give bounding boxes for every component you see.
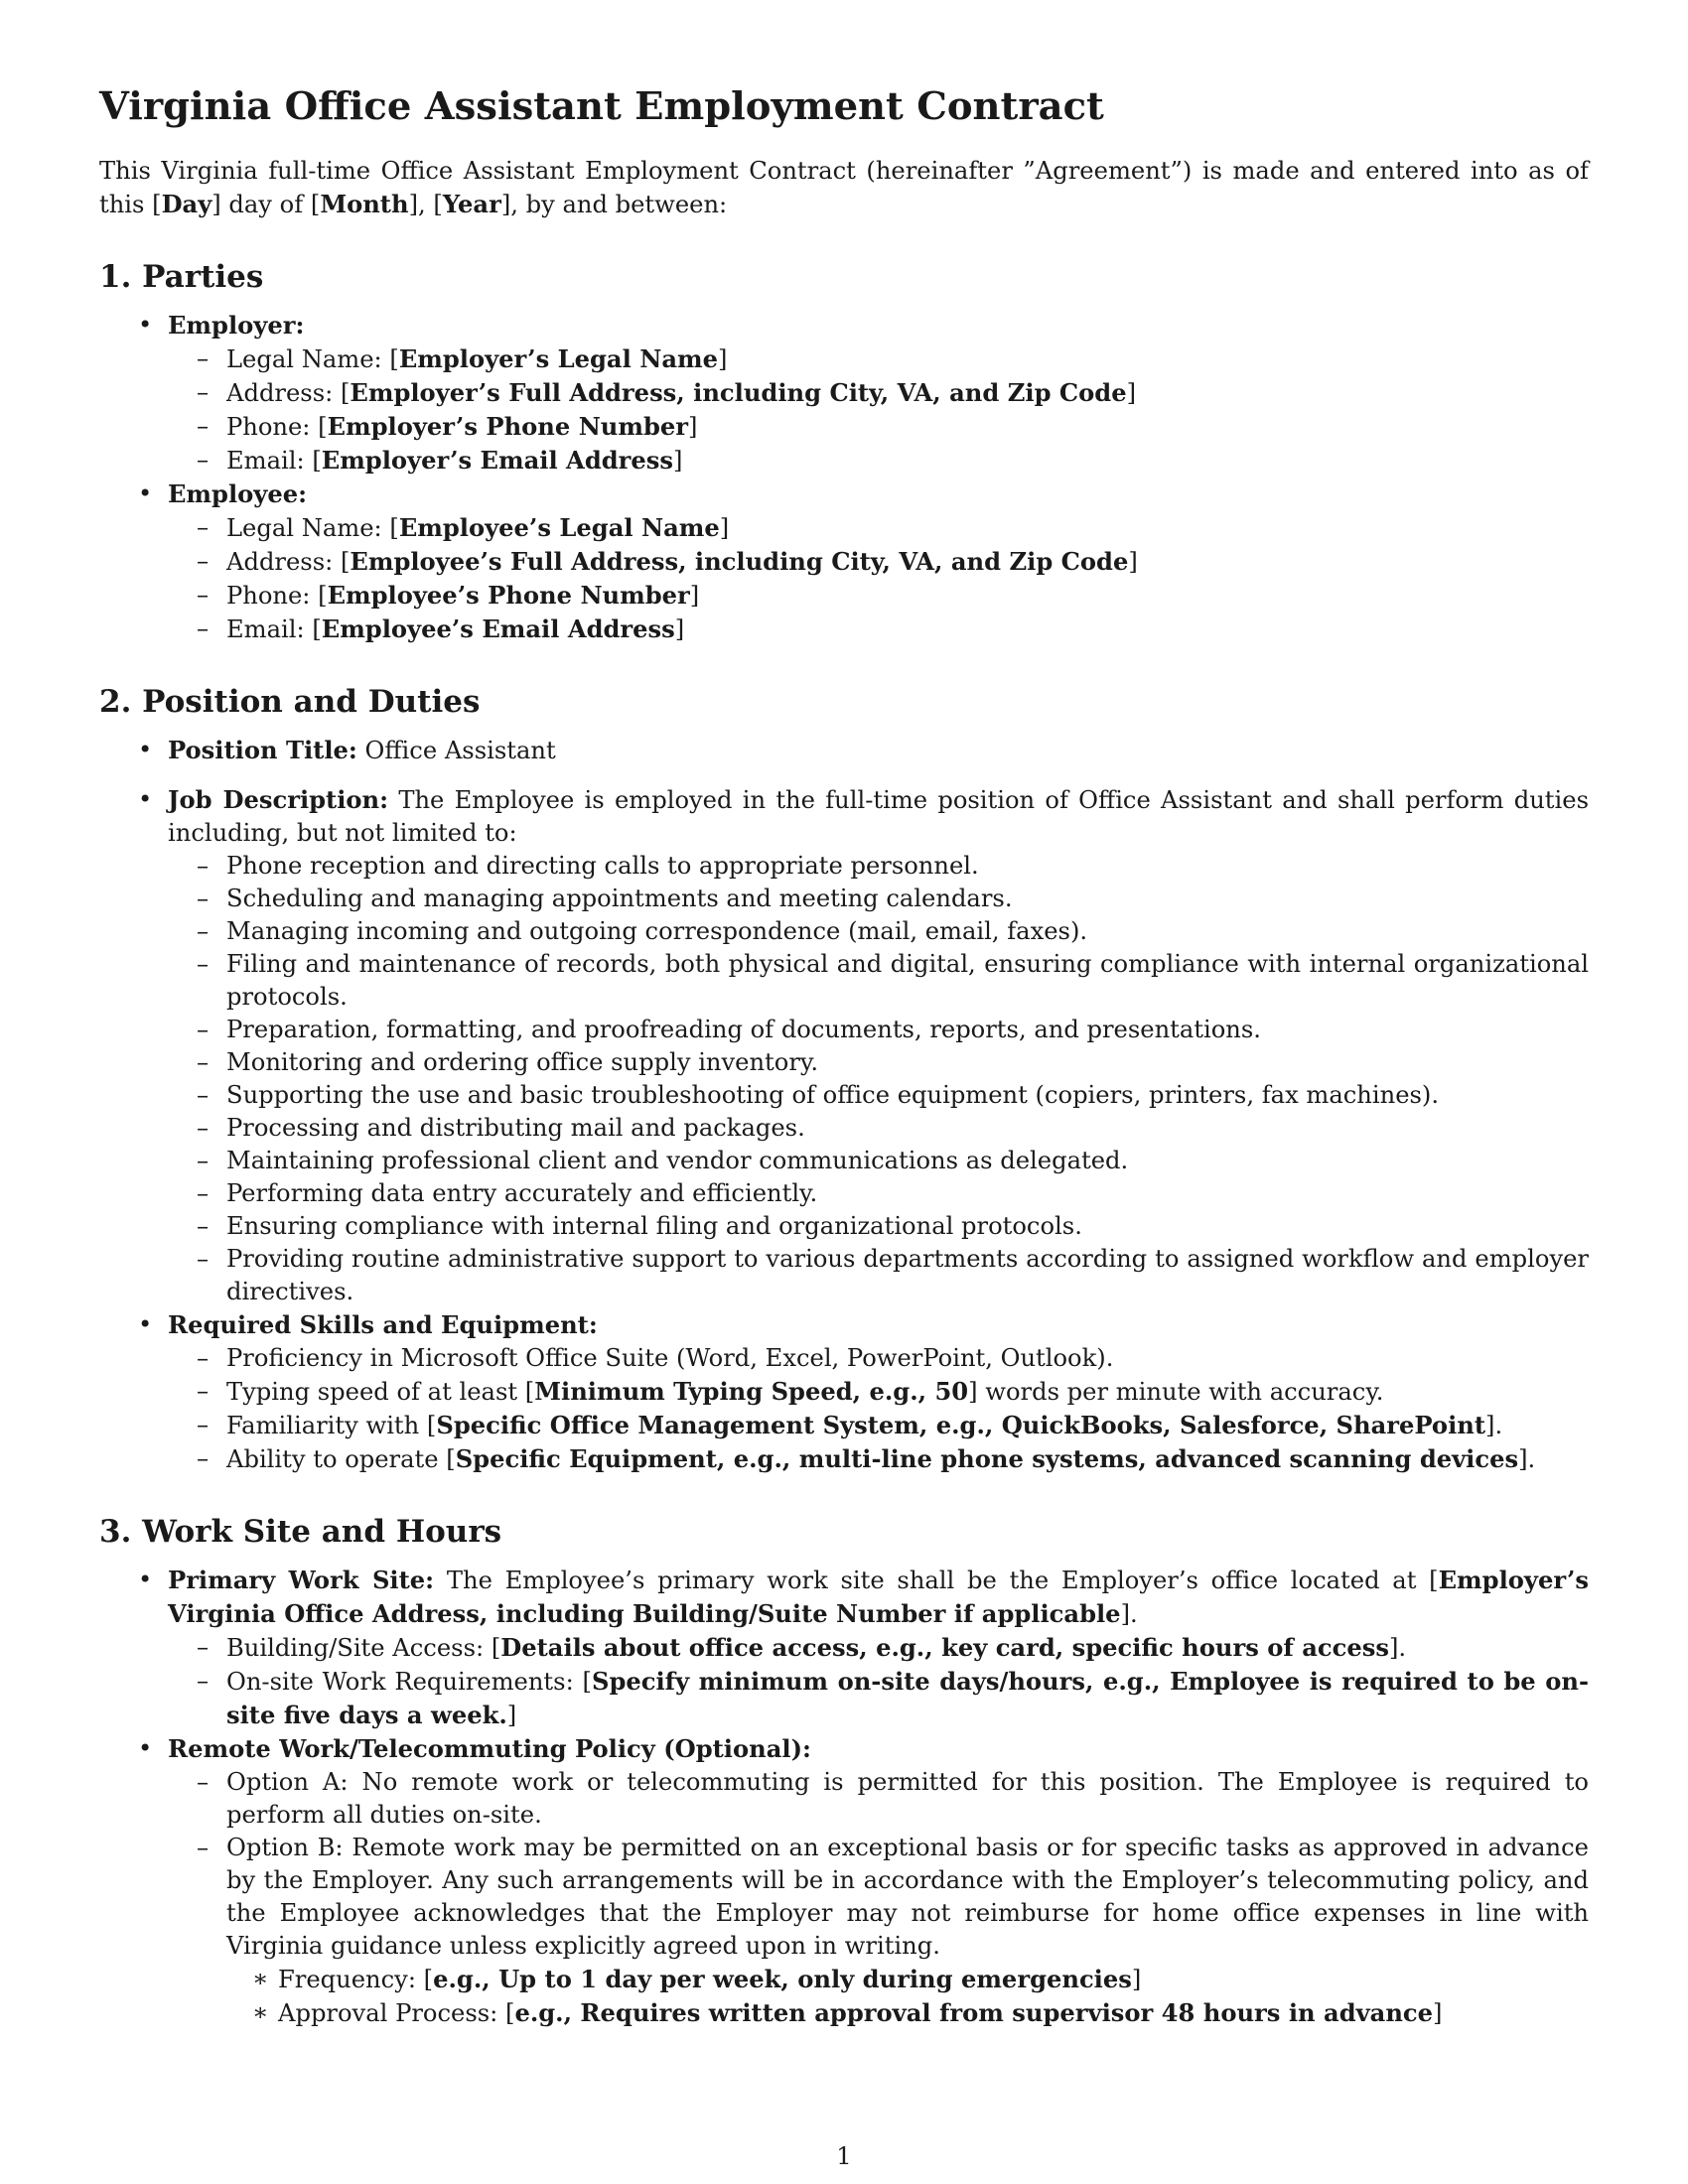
list-item: – Phone reception and directing calls to appropriate personnel. bbox=[167, 850, 1589, 883]
field-label: Legal Name: bbox=[226, 345, 390, 373]
remote-options-list bbox=[168, 1766, 1589, 2030]
intro-text: day of bbox=[220, 191, 311, 218]
field-label: Phone: bbox=[226, 582, 319, 610]
section-heading: 3. Work Site and Hours bbox=[99, 1514, 502, 1550]
text: ]. bbox=[1518, 1445, 1536, 1473]
section-heading: 1. Parties bbox=[99, 259, 264, 295]
remote-work-label: Remote Work/Telecommuting Policy (Optional): bbox=[168, 1734, 811, 1763]
employer-block bbox=[99, 309, 1589, 478]
text: On-site Work Requirements: [ bbox=[226, 1668, 592, 1696]
list-item bbox=[167, 1631, 1589, 1665]
field-placeholder: e.g., Requires written approval from supervisor 48 hours in advance bbox=[514, 1998, 1434, 2027]
text: ] bbox=[1433, 1999, 1443, 2027]
intro-text: , bbox=[418, 191, 434, 218]
text: ]. bbox=[1388, 1634, 1407, 1662]
text: Option B: Remote work may be permitted on an exceptional basis or for specific tasks as approved in advance by the Employer. Any such arrangements will be in accordance with the Employer’s telecommuting policy, and the Employee acknowledges that the Employer may not reimburse for home office expenses in line with Virginia guidance unless explicitly agreed upon in writing. bbox=[226, 1834, 1589, 1960]
list-item: – Performing data entry accurately and efficiently. bbox=[167, 1177, 1589, 1210]
list-item: – Preparation, formatting, and proofreading of documents, reports, and presentations. bbox=[167, 1014, 1589, 1046]
section-worksite bbox=[99, 1512, 1589, 2030]
intro-day-placeholder: Day bbox=[161, 190, 212, 218]
list-item bbox=[167, 1442, 1589, 1476]
list-item: – Option A: No remote work or telecommuting is permitted for this position. The Employee is required to perform all duties on-site. bbox=[167, 1766, 1589, 1832]
text: Frequency: [ bbox=[278, 1966, 434, 1993]
position-title-label: Position Title: bbox=[168, 736, 357, 764]
list-item: – Address: [Employee’s Full Address, including City, VA, and Zip Code] bbox=[167, 545, 1589, 579]
field-placeholder: Employee’s Full Address, including City, VA, and Zip Code bbox=[350, 547, 1129, 576]
section-parties bbox=[99, 257, 1589, 646]
text: Building/Site Access: [ bbox=[226, 1634, 501, 1662]
list-item: – Filing and maintenance of records, both physical and digital, ensuring compliance with internal organizational protocols. bbox=[167, 948, 1589, 1014]
section-heading: 2. Position and Duties bbox=[99, 684, 481, 720]
field-placeholder: Details about office access, e.g., key card, specific hours of access bbox=[500, 1633, 1389, 1662]
employer-label: Employer: bbox=[168, 311, 305, 340]
field-label: Legal Name: bbox=[226, 514, 390, 542]
field-placeholder: Employer’s Legal Name bbox=[398, 344, 718, 373]
intro-text: , by and between: bbox=[510, 191, 728, 218]
duties-list bbox=[168, 850, 1589, 1308]
field-label: Phone: bbox=[226, 413, 319, 441]
contract-page bbox=[99, 83, 1589, 2066]
intro-year-placeholder: Year bbox=[442, 190, 501, 218]
list-item: – Address: [Employer’s Full Address, including City, VA, and Zip Code] bbox=[167, 376, 1589, 410]
field-placeholder: Specific Office Management System, e.g., QuickBooks, Salesforce, SharePoint bbox=[436, 1411, 1486, 1439]
primary-worksite-item bbox=[99, 1564, 1589, 1732]
list-item: – Ensuring compliance with internal filing and organizational protocols. bbox=[167, 1210, 1589, 1243]
text: ] words per minute with accuracy. bbox=[968, 1378, 1384, 1406]
text: The Employee’s primary work site shall be the Employer’s office located at [ bbox=[434, 1567, 1439, 1594]
list-item bbox=[226, 1996, 1589, 2030]
position-title-value: Office Assistant bbox=[356, 737, 556, 764]
skills-label: Required Skills and Equipment: bbox=[168, 1310, 598, 1339]
remote-work-item bbox=[99, 1732, 1589, 2030]
field-placeholder: Employee’s Phone Number bbox=[327, 581, 690, 610]
document-title: Virginia Office Assistant Employment Contract bbox=[99, 84, 1104, 129]
list-item: – Scheduling and managing appointments and meeting calendars. bbox=[167, 883, 1589, 915]
worksite-details-list bbox=[168, 1631, 1589, 1732]
list-item bbox=[167, 1375, 1589, 1409]
text: ] bbox=[506, 1702, 517, 1729]
list-item bbox=[167, 1665, 1589, 1732]
list-item: – Managing incoming and outgoing correspondence (mail, email, faxes). bbox=[167, 915, 1589, 948]
list-item: – Phone: [Employee’s Phone Number] bbox=[167, 579, 1589, 613]
list-item bbox=[167, 1409, 1589, 1442]
intro-text: This Virginia full-time Office Assistant Employment Contract (hereinafter ”Agreement”) is made and entered into as of this bbox=[99, 157, 1589, 218]
job-description-item bbox=[99, 783, 1589, 1308]
employee-label: Employee: bbox=[168, 479, 308, 508]
field-label: Address: bbox=[226, 379, 341, 407]
field-label: Email: bbox=[226, 615, 313, 643]
skills-item bbox=[99, 1308, 1589, 1476]
text: Familiarity with [ bbox=[226, 1412, 437, 1439]
field-placeholder: Specific Equipment, e.g., multi-line phone systems, advanced scanning devices bbox=[455, 1444, 1519, 1473]
list-item: – Providing routine administrative support to various departments according to assigned workflow and employer directives. bbox=[167, 1243, 1589, 1308]
job-description-text: The Employee is employed in the full-time position of Office Assistant and shall perform duties including, but not limited to: bbox=[168, 786, 1589, 847]
page-number: 1 bbox=[836, 2142, 852, 2170]
field-placeholder: Employee’s Legal Name bbox=[398, 513, 720, 542]
field-placeholder: Specify minimum on-site days/hours, e.g., Employee is required to be on-site five days a week. bbox=[226, 1667, 1589, 1729]
intro-month-placeholder: Month bbox=[320, 190, 409, 218]
field-placeholder: Employer’s Virginia Office Address, including Building/Suite Number if applicable bbox=[168, 1566, 1589, 1628]
field-placeholder: e.g., Up to 1 day per week, only during emergencies bbox=[433, 1965, 1132, 1993]
list-item: – Legal Name: [Employee’s Legal Name] bbox=[167, 511, 1589, 545]
field-placeholder: Employee’s Email Address bbox=[321, 614, 675, 643]
field-label: Email: bbox=[226, 447, 313, 475]
position-title-item bbox=[99, 734, 1589, 767]
field-placeholder: Minimum Typing Speed, e.g., 50 bbox=[534, 1377, 969, 1406]
field-placeholder: Employer’s Email Address bbox=[321, 446, 674, 475]
remote-sub-list bbox=[226, 1963, 1589, 2030]
skills-list bbox=[168, 1342, 1589, 1476]
list-item bbox=[226, 1963, 1589, 1996]
list-item: – Processing and distributing mail and packages. bbox=[167, 1112, 1589, 1145]
list-item: – Legal Name: [Employer’s Legal Name] bbox=[167, 342, 1589, 376]
employee-block bbox=[99, 478, 1589, 646]
list-item: – Maintaining professional client and vendor communications as delegated. bbox=[167, 1145, 1589, 1177]
list-item: – Proficiency in Microsoft Office Suite (Word, Excel, PowerPoint, Outlook). bbox=[167, 1342, 1589, 1375]
list-item bbox=[167, 1832, 1589, 2030]
list-item: – Email: [Employee’s Email Address] bbox=[167, 613, 1589, 646]
field-label: Address: bbox=[226, 548, 341, 576]
list-item: – Email: [Employer’s Email Address] bbox=[167, 444, 1589, 478]
text: Approval Process: [ bbox=[278, 1999, 515, 2027]
text: Typing speed of at least [ bbox=[226, 1378, 535, 1406]
text: ]. bbox=[1485, 1412, 1503, 1439]
primary-worksite-label: Primary Work Site: bbox=[168, 1566, 435, 1594]
list-item: – Phone: [Employer’s Phone Number] bbox=[167, 410, 1589, 444]
field-placeholder: Employer’s Full Address, including City, VA, and Zip Code bbox=[350, 378, 1127, 407]
section-position bbox=[99, 682, 1589, 1476]
text: ] bbox=[1131, 1966, 1142, 1993]
list-item: – Monitoring and ordering office supply inventory. bbox=[167, 1046, 1589, 1079]
intro-paragraph: This Virginia full-time Office Assistant Employment Contract (hereinafter ”Agreement”) is made and entered into as of this [Day] day of [Month], [Year], by and between: bbox=[99, 157, 1589, 218]
job-description-label: Job Description: bbox=[168, 785, 389, 814]
text: Ability to operate [ bbox=[226, 1445, 456, 1473]
text: ]. bbox=[1120, 1600, 1138, 1628]
list-item: – Supporting the use and basic troubleshooting of office equipment (copiers, printers, fax machines). bbox=[167, 1079, 1589, 1112]
field-placeholder: Employer’s Phone Number bbox=[327, 412, 689, 441]
